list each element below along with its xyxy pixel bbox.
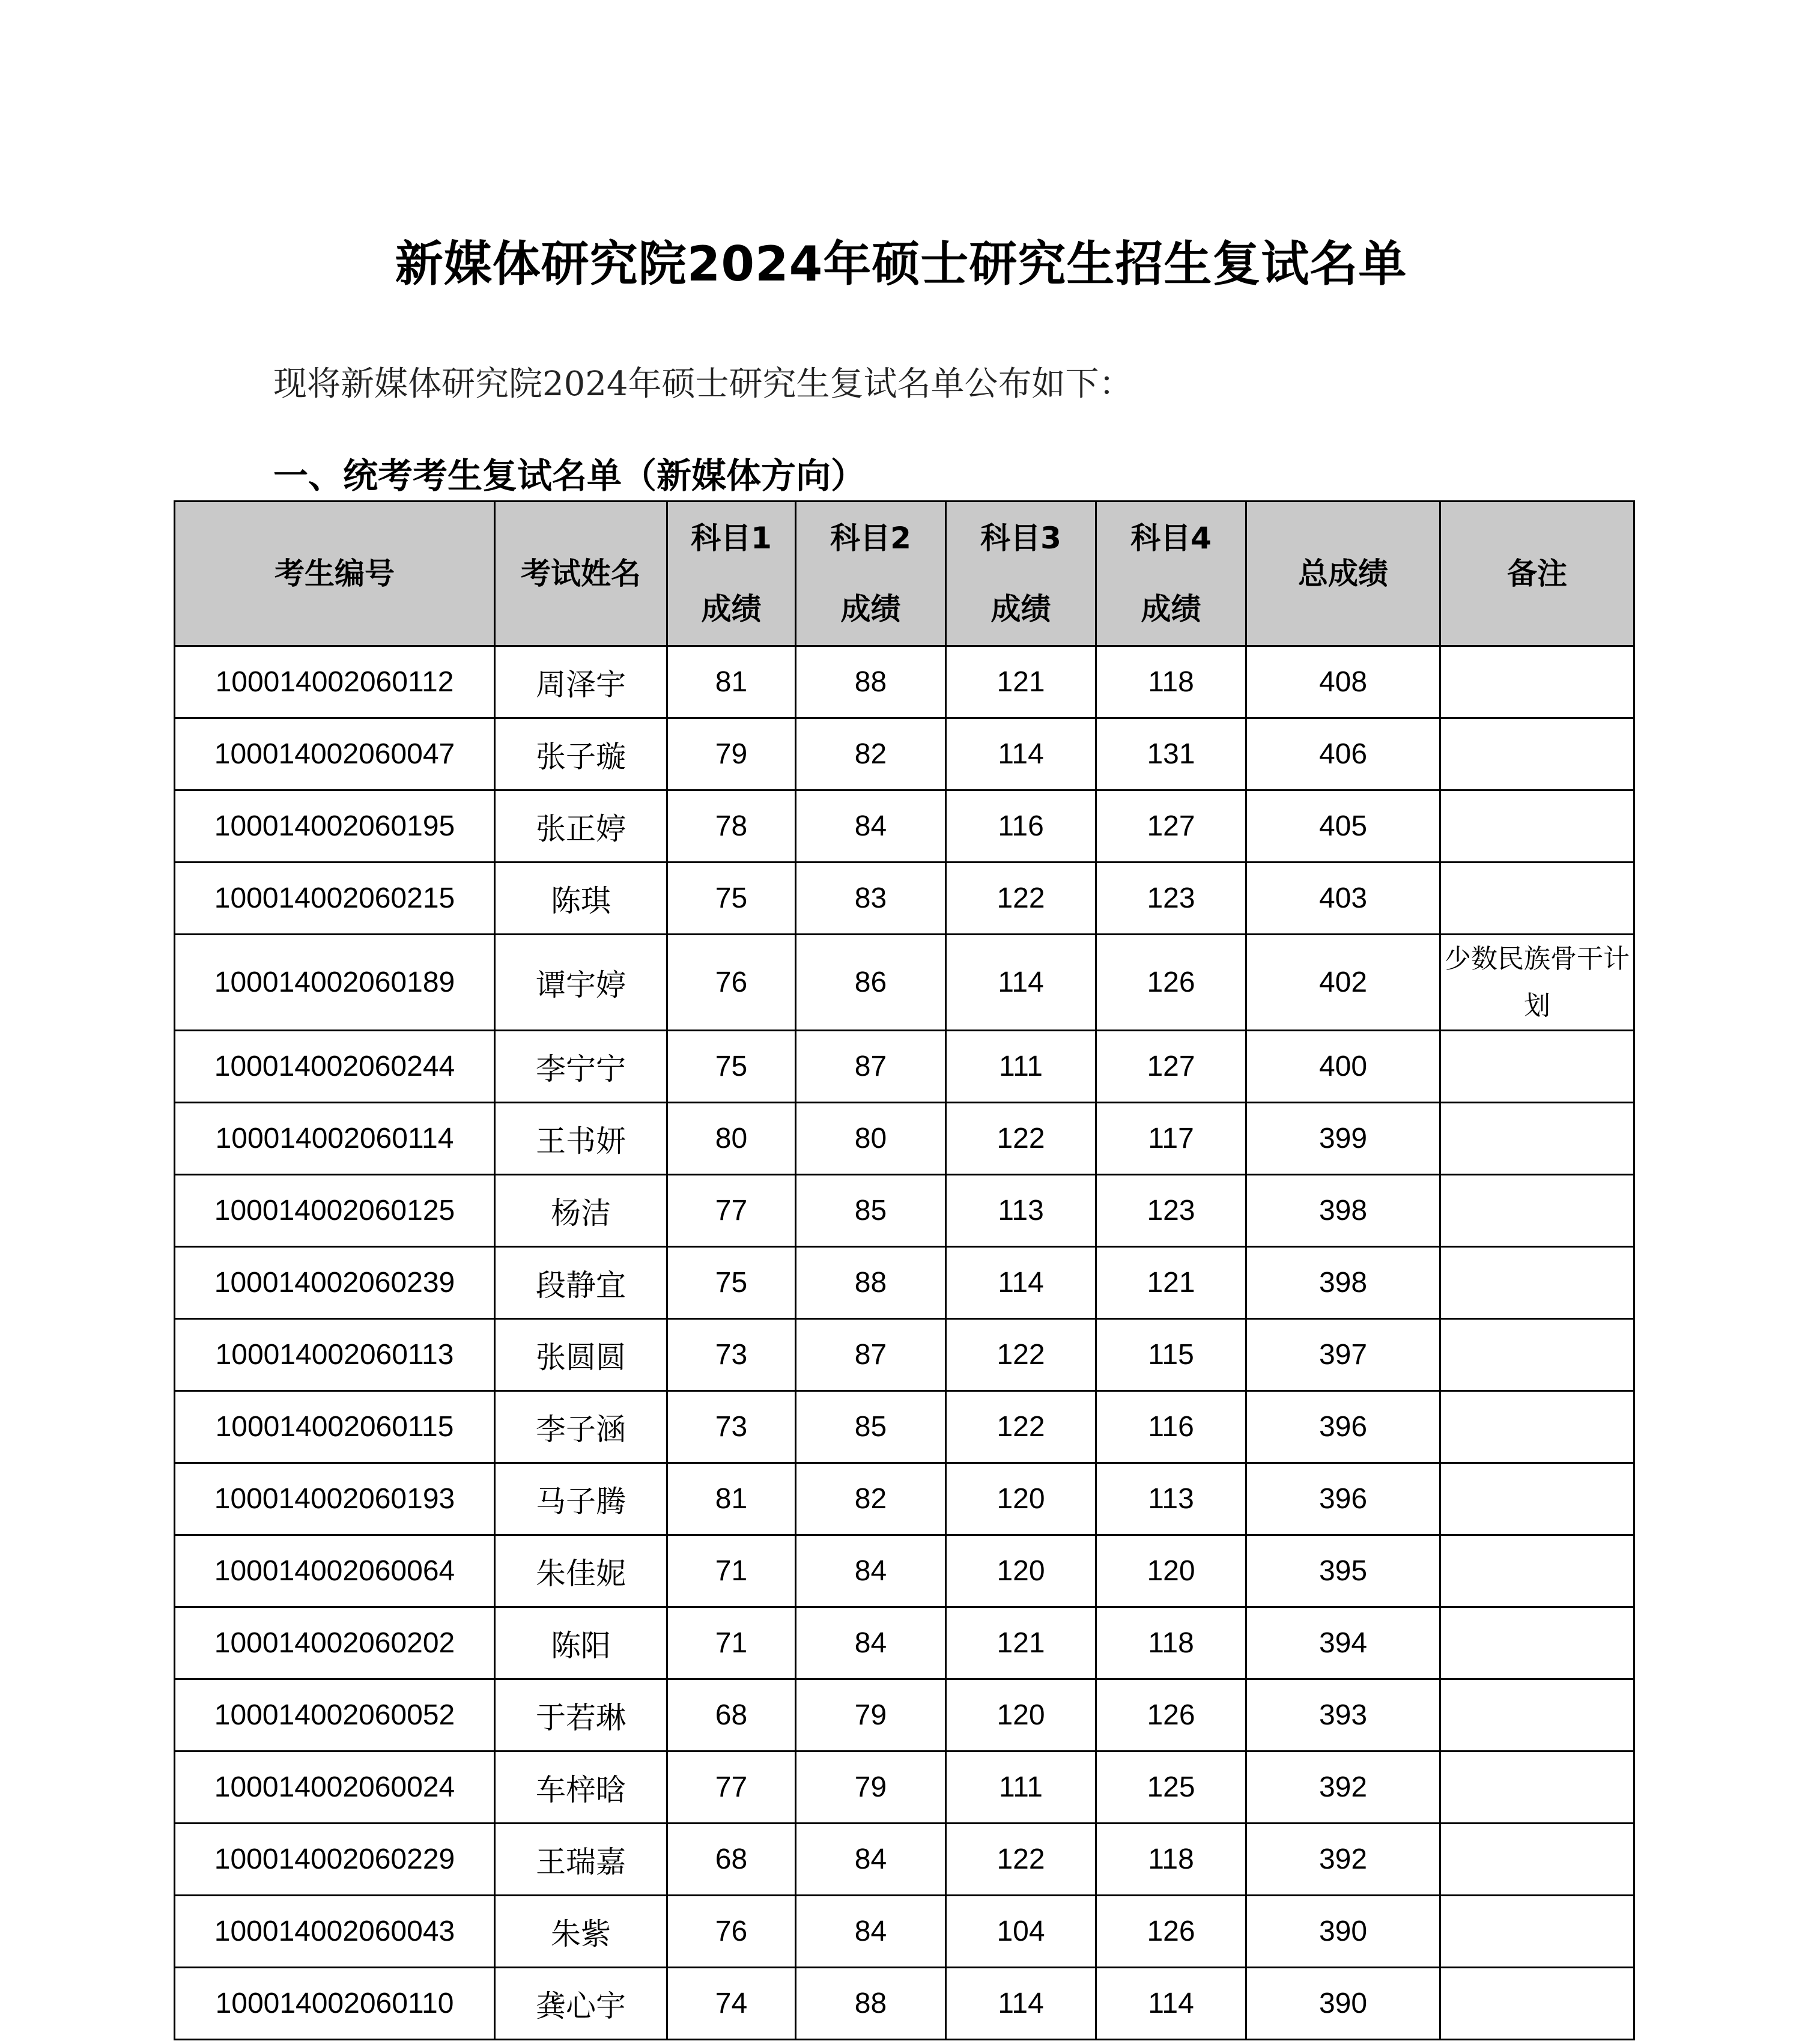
cell-subject-4: 115 [1096,1319,1246,1391]
cell-subject-1: 76 [667,935,796,1031]
cell-id: 100014002060112 [175,646,495,718]
cell-name: 张正婷 [495,790,667,863]
cell-name: 李宁宁 [495,1031,667,1103]
cell-note [1440,1319,1634,1391]
cell-subject-1: 71 [667,1607,796,1679]
cell-name: 李子涵 [495,1391,667,1463]
cell-id: 100014002060043 [175,1896,495,1968]
cell-subject-1: 81 [667,646,796,718]
cell-subject-3: 120 [946,1463,1096,1535]
cell-id: 100014002060113 [175,1319,495,1391]
cell-name: 杨洁 [495,1175,667,1247]
table-row [175,1463,1634,1535]
cell-subject-2: 83 [796,863,946,935]
table-row [175,1031,1634,1103]
cell-total: 397 [1246,1319,1440,1391]
cell-subject-3: 114 [946,1247,1096,1319]
header-total: 总成绩 [1246,502,1440,646]
cell-subject-4: 116 [1096,1391,1246,1463]
cell-note [1440,1103,1634,1175]
cell-note [1440,790,1634,863]
cell-subject-4: 123 [1096,863,1246,935]
cell-note: 少数民族骨干计划 [1440,935,1634,1031]
cell-subject-1: 75 [667,1247,796,1319]
cell-note [1440,1824,1634,1896]
cell-subject-4: 126 [1096,935,1246,1031]
table-row [175,1391,1634,1463]
cell-total: 396 [1246,1463,1440,1535]
cell-name: 段静宜 [495,1247,667,1319]
header-subject-1 [667,502,796,646]
table-row [175,935,1634,1031]
cell-total: 400 [1246,1031,1440,1103]
cell-subject-3: 121 [946,1607,1096,1679]
cell-subject-2: 80 [796,1103,946,1175]
document-title: 新媒体研究院2024年硕士研究生招生复试名单 [395,236,1407,292]
cell-total: 394 [1246,1607,1440,1679]
cell-subject-3: 122 [946,1319,1096,1391]
table-row [175,1896,1634,1968]
cell-id: 100014002060114 [175,1103,495,1175]
cell-name: 王瑞嘉 [495,1824,667,1896]
cell-name: 张子璇 [495,718,667,790]
cell-id: 100014002060189 [175,935,495,1031]
cell-subject-1: 81 [667,1463,796,1535]
cell-subject-3: 116 [946,790,1096,863]
table-row [175,1319,1634,1391]
retest-roster-table [174,500,1635,2040]
cell-subject-3: 111 [946,1031,1096,1103]
cell-name: 龚心宇 [495,1968,667,2040]
table-row [175,646,1634,718]
cell-subject-3: 122 [946,1824,1096,1896]
cell-subject-2: 79 [796,1679,946,1751]
cell-total: 398 [1246,1247,1440,1319]
header-name: 考试姓名 [495,502,667,646]
cell-subject-4: 118 [1096,1607,1246,1679]
cell-subject-4: 118 [1096,1824,1246,1896]
cell-total: 396 [1246,1391,1440,1463]
cell-total: 393 [1246,1679,1440,1751]
cell-note [1440,863,1634,935]
header-subject-1-line2: 成绩 [701,592,762,626]
cell-subject-2: 88 [796,646,946,718]
cell-subject-2: 84 [796,1824,946,1896]
cell-subject-1: 80 [667,1103,796,1175]
table-body [175,646,1634,2040]
table-row [175,1824,1634,1896]
cell-total: 392 [1246,1751,1440,1824]
header-subject-3 [946,502,1096,646]
cell-subject-3: 122 [946,1103,1096,1175]
cell-subject-4: 118 [1096,646,1246,718]
cell-subject-4: 114 [1096,1968,1246,2040]
cell-subject-2: 85 [796,1175,946,1247]
table-row [175,790,1634,863]
cell-total: 392 [1246,1824,1440,1896]
header-subject-2 [796,502,946,646]
cell-subject-2: 84 [796,1535,946,1607]
cell-total: 390 [1246,1896,1440,1968]
table-row [175,1968,1634,2040]
cell-subject-1: 77 [667,1751,796,1824]
cell-subject-1: 73 [667,1319,796,1391]
cell-subject-1: 77 [667,1175,796,1247]
cell-id: 100014002060052 [175,1679,495,1751]
cell-subject-3: 121 [946,646,1096,718]
cell-subject-2: 82 [796,718,946,790]
cell-subject-2: 88 [796,1968,946,2040]
cell-note [1440,1175,1634,1247]
table-header-row [175,502,1634,646]
section-heading: 一、统考考生复试名单（新媒体方向） [273,455,866,496]
cell-id: 100014002060215 [175,863,495,935]
cell-note [1440,1679,1634,1751]
cell-name: 朱紫 [495,1896,667,1968]
cell-subject-2: 86 [796,935,946,1031]
cell-subject-2: 79 [796,1751,946,1824]
intro-paragraph: 现将新媒体研究院2024年硕士研究生复试名单公布如下： [273,365,1133,404]
cell-id: 100014002060195 [175,790,495,863]
cell-note [1440,646,1634,718]
cell-subject-1: 68 [667,1679,796,1751]
cell-subject-2: 84 [796,790,946,863]
cell-subject-2: 87 [796,1031,946,1103]
cell-note [1440,1896,1634,1968]
cell-total: 390 [1246,1968,1440,2040]
cell-subject-1: 75 [667,1031,796,1103]
header-subject-4-line2: 成绩 [1141,592,1201,626]
cell-subject-4: 121 [1096,1247,1246,1319]
cell-subject-4: 127 [1096,1031,1246,1103]
cell-subject-4: 120 [1096,1535,1246,1607]
table-row [175,1247,1634,1319]
header-note: 备注 [1440,502,1634,646]
cell-id: 100014002060024 [175,1751,495,1824]
cell-id: 100014002060202 [175,1607,495,1679]
cell-subject-4: 126 [1096,1896,1246,1968]
table-row [175,1679,1634,1751]
cell-subject-4: 125 [1096,1751,1246,1824]
cell-name: 张圆圆 [495,1319,667,1391]
cell-subject-3: 113 [946,1175,1096,1247]
cell-total: 408 [1246,646,1440,718]
cell-note [1440,718,1634,790]
cell-subject-1: 75 [667,863,796,935]
cell-subject-1: 71 [667,1535,796,1607]
cell-name: 马子腾 [495,1463,667,1535]
cell-id: 100014002060047 [175,718,495,790]
cell-name: 谭宇婷 [495,935,667,1031]
cell-name: 陈阳 [495,1607,667,1679]
cell-note [1440,1463,1634,1535]
cell-id: 100014002060244 [175,1031,495,1103]
table-row [175,1535,1634,1607]
cell-note [1440,1968,1634,2040]
cell-subject-2: 84 [796,1896,946,1968]
cell-note [1440,1751,1634,1824]
cell-subject-3: 104 [946,1896,1096,1968]
cell-note [1440,1031,1634,1103]
cell-total: 399 [1246,1103,1440,1175]
header-subject-1-line1: 科目1 [691,521,772,556]
header-subject-4-line1: 科目4 [1130,521,1212,556]
cell-subject-3: 111 [946,1751,1096,1824]
cell-id: 100014002060110 [175,1968,495,2040]
table-row [175,1175,1634,1247]
header-subject-3-line1: 科目3 [980,521,1061,556]
cell-note [1440,1391,1634,1463]
table-row [175,1607,1634,1679]
cell-subject-4: 131 [1096,718,1246,790]
cell-note [1440,1607,1634,1679]
table-row [175,718,1634,790]
cell-total: 403 [1246,863,1440,935]
cell-total: 395 [1246,1535,1440,1607]
cell-name: 于若琳 [495,1679,667,1751]
cell-subject-4: 127 [1096,790,1246,863]
cell-subject-1: 78 [667,790,796,863]
table-row [175,1751,1634,1824]
cell-total: 398 [1246,1175,1440,1247]
cell-name: 周泽宇 [495,646,667,718]
cell-total: 406 [1246,718,1440,790]
cell-subject-1: 73 [667,1391,796,1463]
cell-subject-4: 117 [1096,1103,1246,1175]
cell-subject-2: 84 [796,1607,946,1679]
cell-subject-4: 123 [1096,1175,1246,1247]
cell-total: 402 [1246,935,1440,1031]
cell-note [1440,1247,1634,1319]
header-subject-3-line2: 成绩 [990,592,1051,626]
cell-id: 100014002060125 [175,1175,495,1247]
cell-id: 100014002060064 [175,1535,495,1607]
header-subject-2-line1: 科目2 [830,521,911,556]
cell-subject-2: 85 [796,1391,946,1463]
cell-name: 车梓晗 [495,1751,667,1824]
cell-subject-3: 114 [946,935,1096,1031]
cell-total: 405 [1246,790,1440,863]
cell-name: 陈琪 [495,863,667,935]
cell-subject-3: 122 [946,1391,1096,1463]
cell-name: 朱佳妮 [495,1535,667,1607]
cell-subject-1: 76 [667,1896,796,1968]
cell-subject-3: 114 [946,718,1096,790]
cell-subject-4: 113 [1096,1463,1246,1535]
cell-subject-3: 122 [946,863,1096,935]
header-subject-2-line2: 成绩 [840,592,901,626]
cell-subject-3: 114 [946,1968,1096,2040]
cell-id: 100014002060239 [175,1247,495,1319]
table-row [175,1103,1634,1175]
cell-subject-2: 87 [796,1319,946,1391]
cell-subject-4: 126 [1096,1679,1246,1751]
cell-note [1440,1535,1634,1607]
cell-subject-2: 88 [796,1247,946,1319]
cell-subject-1: 74 [667,1968,796,2040]
cell-subject-2: 82 [796,1463,946,1535]
cell-name: 王书妍 [495,1103,667,1175]
cell-subject-1: 79 [667,718,796,790]
table-row [175,863,1634,935]
cell-id: 100014002060115 [175,1391,495,1463]
cell-subject-3: 120 [946,1535,1096,1607]
cell-subject-1: 68 [667,1824,796,1896]
cell-subject-3: 120 [946,1679,1096,1751]
cell-id: 100014002060193 [175,1463,495,1535]
cell-id: 100014002060229 [175,1824,495,1896]
header-id: 考生编号 [175,502,495,646]
header-subject-4 [1096,502,1246,646]
